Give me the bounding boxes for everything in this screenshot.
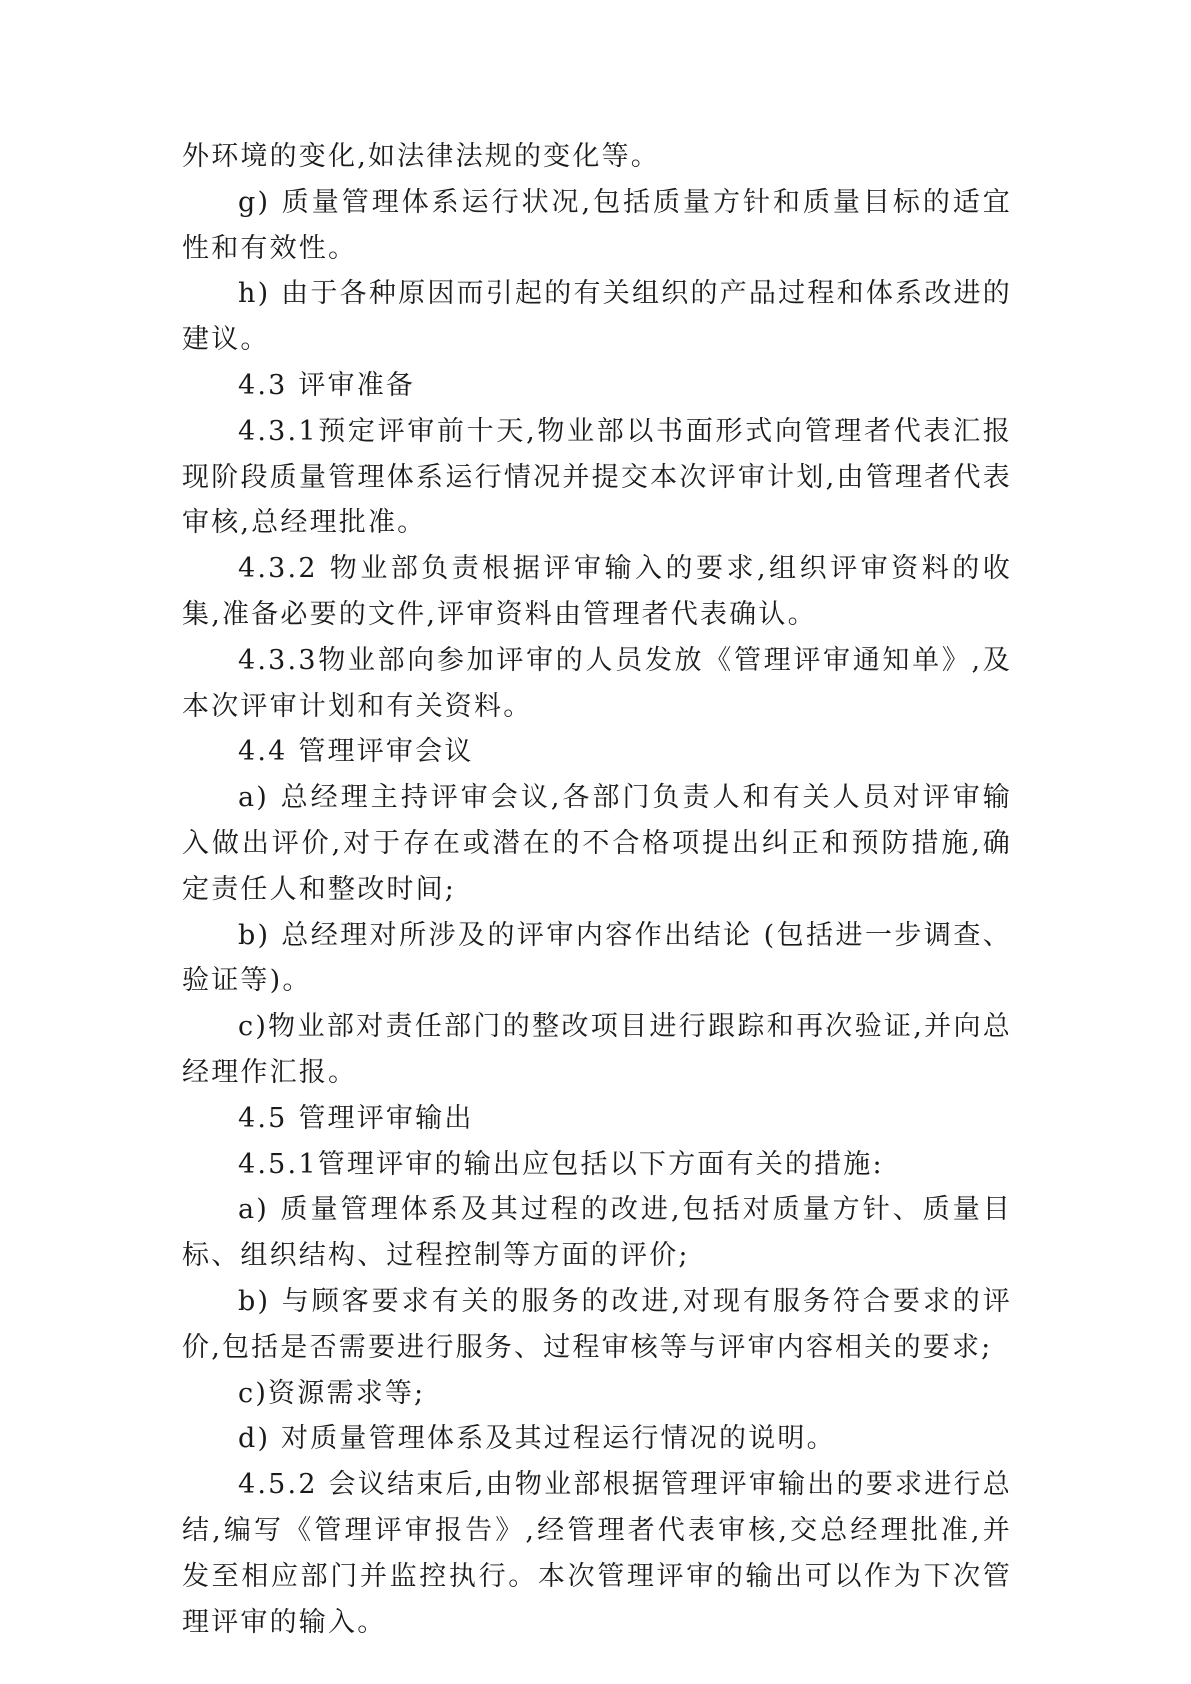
paragraph-continuation: 外环境的变化,如法律法规的变化等。 <box>182 141 660 172</box>
section-heading-4-3: 4.3 评审准备 <box>238 369 416 401</box>
paragraph-4-5-1: 4.5.1管理评审的输出应包括以下方面有关的措施: <box>238 1148 884 1180</box>
paragraph-4-4-a: a) 总经理主持评审会议,各部门负责人和有关人员对评审输入做出评价,对于存在或潜在的不合格项提出纠正和预防措施,确定责任人和整改时间; <box>182 782 1012 905</box>
paragraph-4-4-c: c)物业部对责任部门的整改项目进行跟踪和再次验证,并向总经理作汇报。 <box>182 1011 1012 1088</box>
paragraph-4-5-1-c: c)资源需求等; <box>238 1377 426 1409</box>
paragraph-4-3-1: 4.3.1预定评审前十天,物业部以书面形式向管理者代表汇报现阶段质量管理体系运行情况并提交本次评审计划,由管理者代表审核,总经理批准。 <box>182 415 1012 539</box>
paragraph-4-5-1-b: b) 与顾客要求有关的服务的改进,对现有服务符合要求的评价,包括是否需要进行服务、过程审核等与评审内容相关的要求; <box>182 1285 1012 1363</box>
paragraph-item-g: g) 质量管理体系运行状况,包括质量方针和质量目标的适宜性和有效性。 <box>182 186 1012 264</box>
paragraph-4-5-1-d: d) 对质量管理体系及其过程运行情况的说明。 <box>238 1423 836 1455</box>
paragraph-item-h: h) 由于各种原因而引起的有关组织的产品过程和体系改进的建议。 <box>182 278 1012 356</box>
paragraph-4-3-3: 4.3.3物业部向参加评审的人员发放《管理评审通知单》,及本次评审计划和有关资料。 <box>182 644 1012 722</box>
paragraph-4-4-b: b) 总经理对所涉及的评审内容作出结论 (包括进一步调查、验证等)。 <box>182 919 1012 997</box>
section-heading-4-4: 4.4 管理评审会议 <box>238 736 474 768</box>
paragraph-4-5-1-a: a) 质量管理体系及其过程的改进,包括对质量方针、质量目标、组织结构、过程控制等方面的评价; <box>182 1194 1012 1272</box>
paragraph-4-5-2: 4.5.2 会议结束后,由物业部根据管理评审输出的要求进行总结,编写《管理评审报告》,经管理者代表审核,交总经理批准,并发至相应部门并监控执行。本次管理评审的输出可以作为下次管理评审的输入。 <box>182 1469 1012 1638</box>
paragraph-4-3-2: 4.3.2 物业部负责根据评审输入的要求,组织评审资料的收集,准备必要的文件,评审资料由管理者代表确认。 <box>182 553 1012 630</box>
section-heading-4-5: 4.5 管理评审输出 <box>238 1102 474 1134</box>
document-body <box>182 134 1012 1645</box>
